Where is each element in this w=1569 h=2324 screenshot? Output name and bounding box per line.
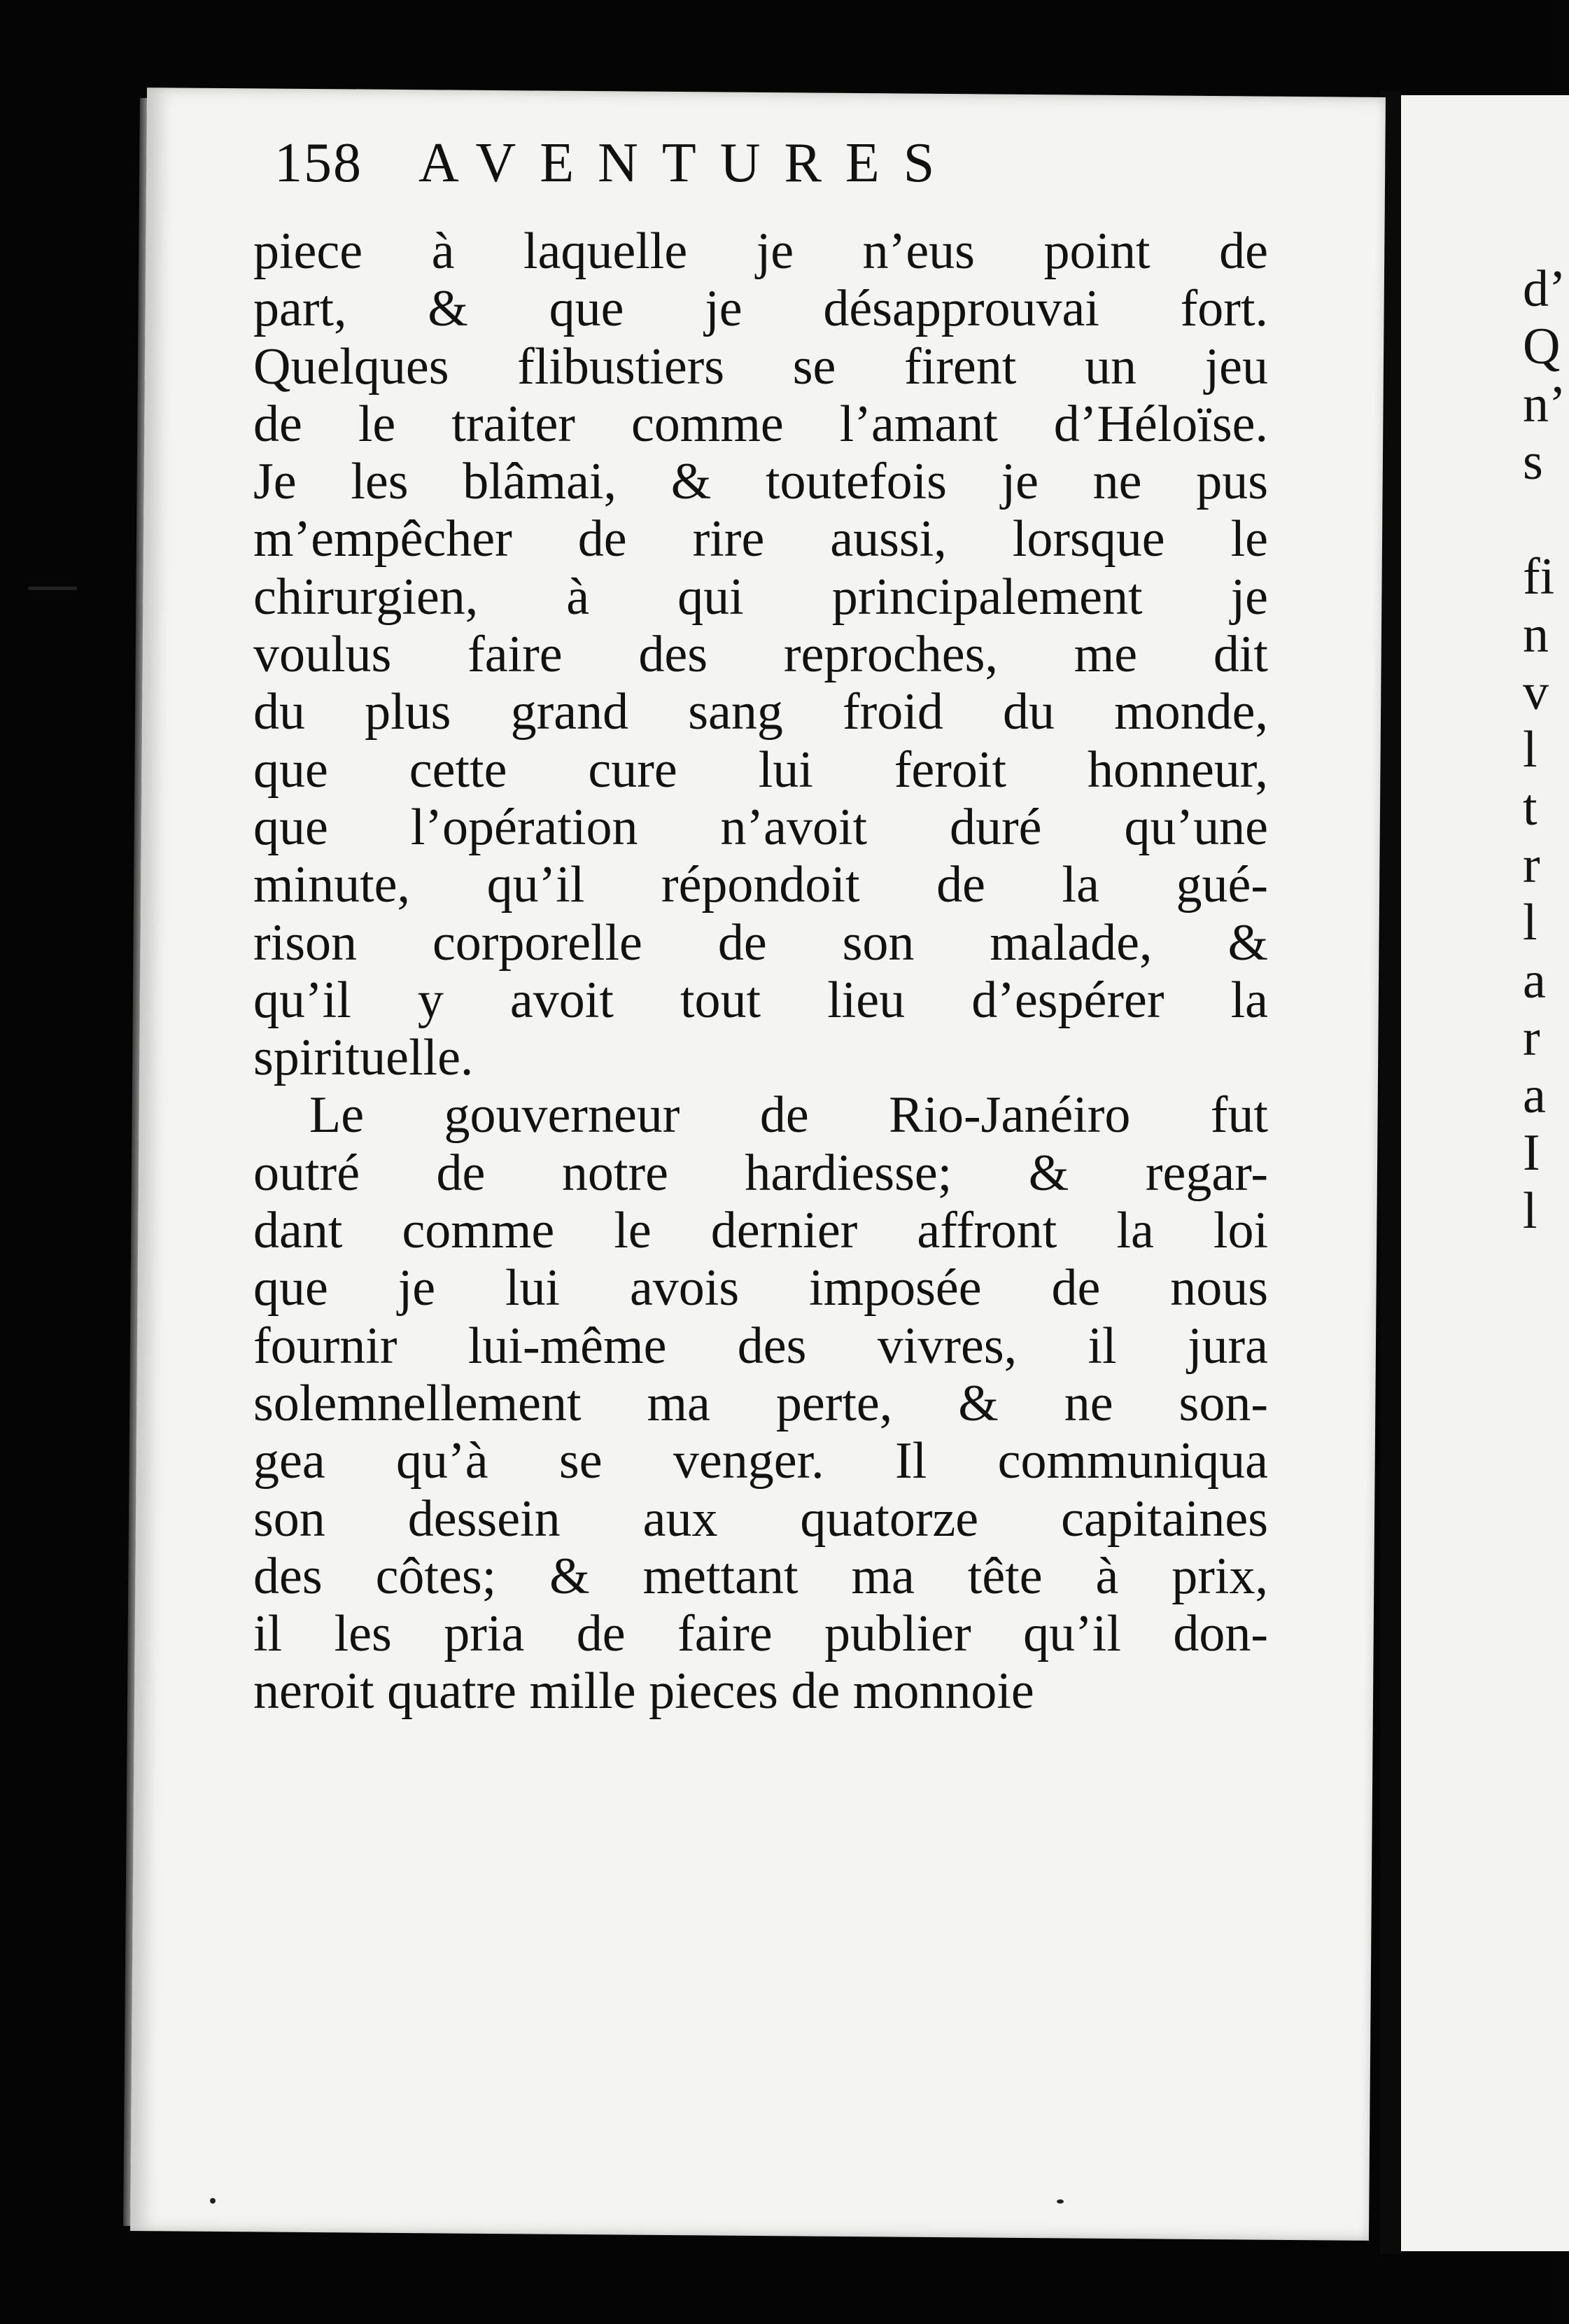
text-line: solemnellement ma perte, & ne son- [253, 1374, 1268, 1432]
facing-line-fragment: n [1523, 606, 1549, 664]
facing-line-fragment: r [1523, 1009, 1540, 1067]
text-line: dant comme le dernier affront la loi [253, 1202, 1268, 1260]
text-line: Je les blâmai, & toutefois je ne pus [253, 453, 1268, 511]
facing-line-fragment: l [1523, 1182, 1538, 1240]
facing-line-fragment: a [1523, 951, 1546, 1009]
text-line: fournir lui-même des vivres, il jura [253, 1317, 1268, 1375]
scan-speck [210, 2198, 216, 2204]
text-line: que cette cure lui feroit honneur, [253, 741, 1268, 799]
text-line: chirurgien, à qui principalement je [253, 568, 1268, 626]
text-line: Le gouverneur de Rio-Janéiro fut [309, 1086, 1268, 1144]
text-line: du plus grand sang froid du monde, [253, 683, 1268, 741]
facing-line-fragment: l [1523, 721, 1538, 779]
facing-line-fragment: fi [1523, 548, 1555, 606]
text-line: piece à laquelle je n’eus point de [253, 223, 1268, 280]
facing-line-fragment: t [1523, 778, 1538, 836]
facing-page-text [1523, 260, 1565, 1240]
facing-line-fragment: I [1523, 1124, 1540, 1182]
text-line: que je lui avois imposée de nous [253, 1259, 1268, 1317]
text-line: spirituelle. [253, 1029, 474, 1087]
running-title: AVENTURES [418, 132, 959, 194]
text-line: des côtes; & mettant ma tête à prix, [253, 1547, 1268, 1605]
facing-line-fragment: d’ [1523, 260, 1566, 318]
text-line: rison corporelle de son malade, & [253, 913, 1268, 972]
facing-line-fragment: l [1523, 894, 1538, 952]
facing-line-fragment: Q [1523, 318, 1561, 376]
facing-line-fragment: s [1523, 433, 1543, 491]
text-line: neroit quatre mille pieces de monnoie [253, 1662, 1034, 1721]
body-text [253, 223, 1268, 1721]
text-line: Quelques flibustiers se firent un jeu [253, 337, 1268, 396]
text-line: voulus faire des reproches, me dit [253, 626, 1268, 684]
facing-line-fragment: r [1523, 836, 1540, 894]
text-line: de le traiter comme l’amant d’Héloïse. [253, 395, 1268, 453]
text-line: gea qu’à se venger. Il communiqua [253, 1432, 1268, 1490]
text-line: part, & que je désapprouvai fort. [253, 280, 1268, 338]
facing-line-fragment: n’ [1523, 375, 1566, 433]
page-number: 158 [274, 132, 363, 194]
text-line: m’empêcher de rire aussi, lorsque le [253, 510, 1268, 568]
text-line: minute, qu’il répondoit de la gué- [253, 856, 1268, 914]
text-line: outré de notre hardiesse; & regar- [253, 1144, 1268, 1202]
facing-line-fragment: v [1523, 664, 1549, 722]
scan-speck [28, 587, 77, 590]
running-head [274, 132, 958, 195]
facing-line-fragment [1523, 491, 1565, 548]
text-line: son dessein aux quatorze capitaines [253, 1490, 1268, 1548]
text-line: il les pria de faire publier qu’il don- [253, 1605, 1268, 1663]
scan-speck [1057, 2199, 1064, 2204]
facing-line-fragment: a [1523, 1067, 1546, 1125]
text-line: que l’opération n’avoit duré qu’une [253, 798, 1268, 856]
text-line: qu’il y avoit tout lieu d’espérer la [253, 971, 1268, 1029]
page-gutter [1380, 91, 1401, 2254]
